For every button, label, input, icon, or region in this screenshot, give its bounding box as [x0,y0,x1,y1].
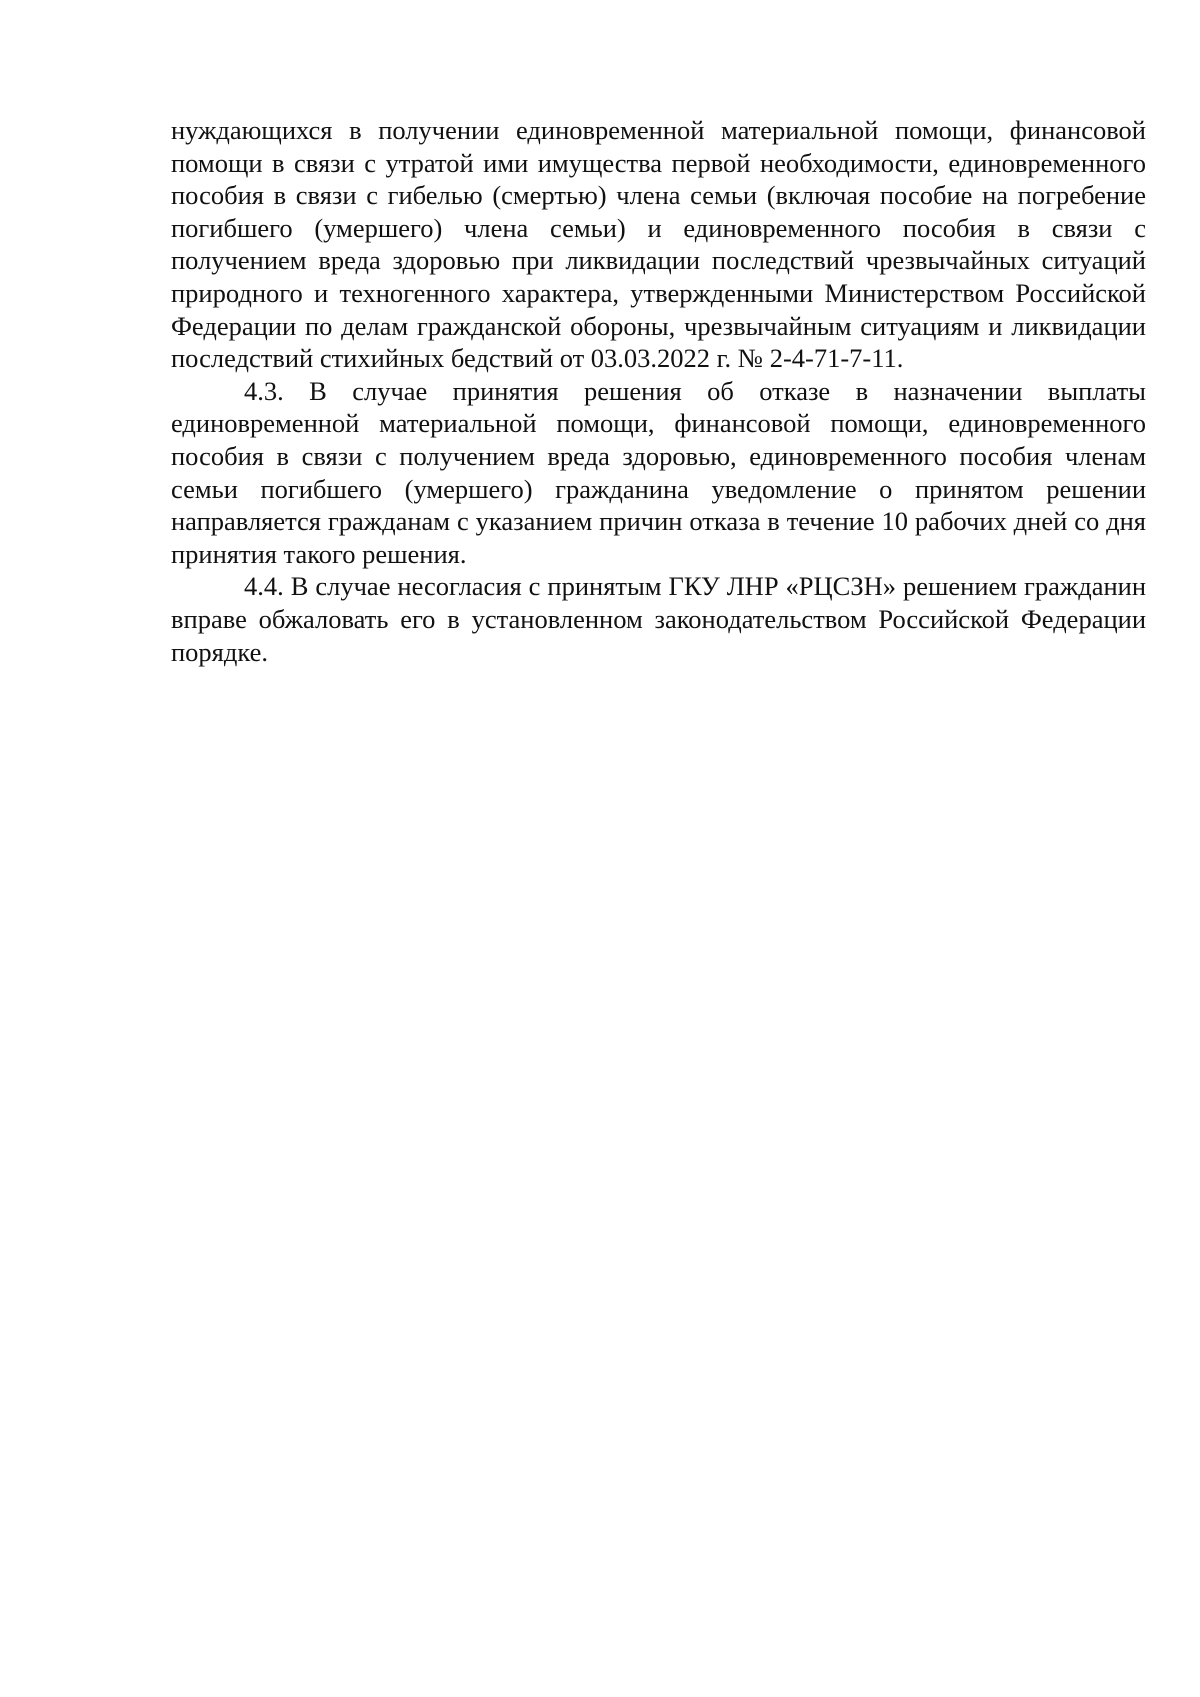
paragraph-clause-4-3: 4.3. В случае принятия решения об отказе в назначении выплаты единовременной материальной помощи, финансовой помощи, единовременного пособия в связи с получением вреда здоровью, единовременного пособия членам семьи погибшего (умершего) гражданина уведомление о принятом решении направляется гражданам с указанием причин отказа в течение 10 рабочих дней со дня принятия такого решения. [171,375,1146,569]
document-body [171,114,1146,668]
paragraph-continuation: нуждающихся в получении единовременной материальной помощи, финансовой помощи в связи с утратой ими имущества первой необходимости, единовременного пособия в связи с гибелью (смертью) члена семьи (включая пособие на погребение погибшего (умершего) члена семьи) и единовременного пособия в связи с получением вреда здоровью при ликвидации последствий чрезвычайных ситуаций природного и техногенного характера, утвержденными Министерством Российской Федерации по делам гражданской обороны, чрезвычайным ситуациям и ликвидации последствий стихийных бедствий от 03.03.2022 г. № 2-4-71-7-11. [171,115,1146,374]
paragraph-clause-4-4: 4.4. В случае несогласия с принятым ГКУ ЛНР «РЦСЗН» решением гражданин вправе обжаловать его в установленном законодательством Российской Федерации порядке. [171,571,1146,667]
